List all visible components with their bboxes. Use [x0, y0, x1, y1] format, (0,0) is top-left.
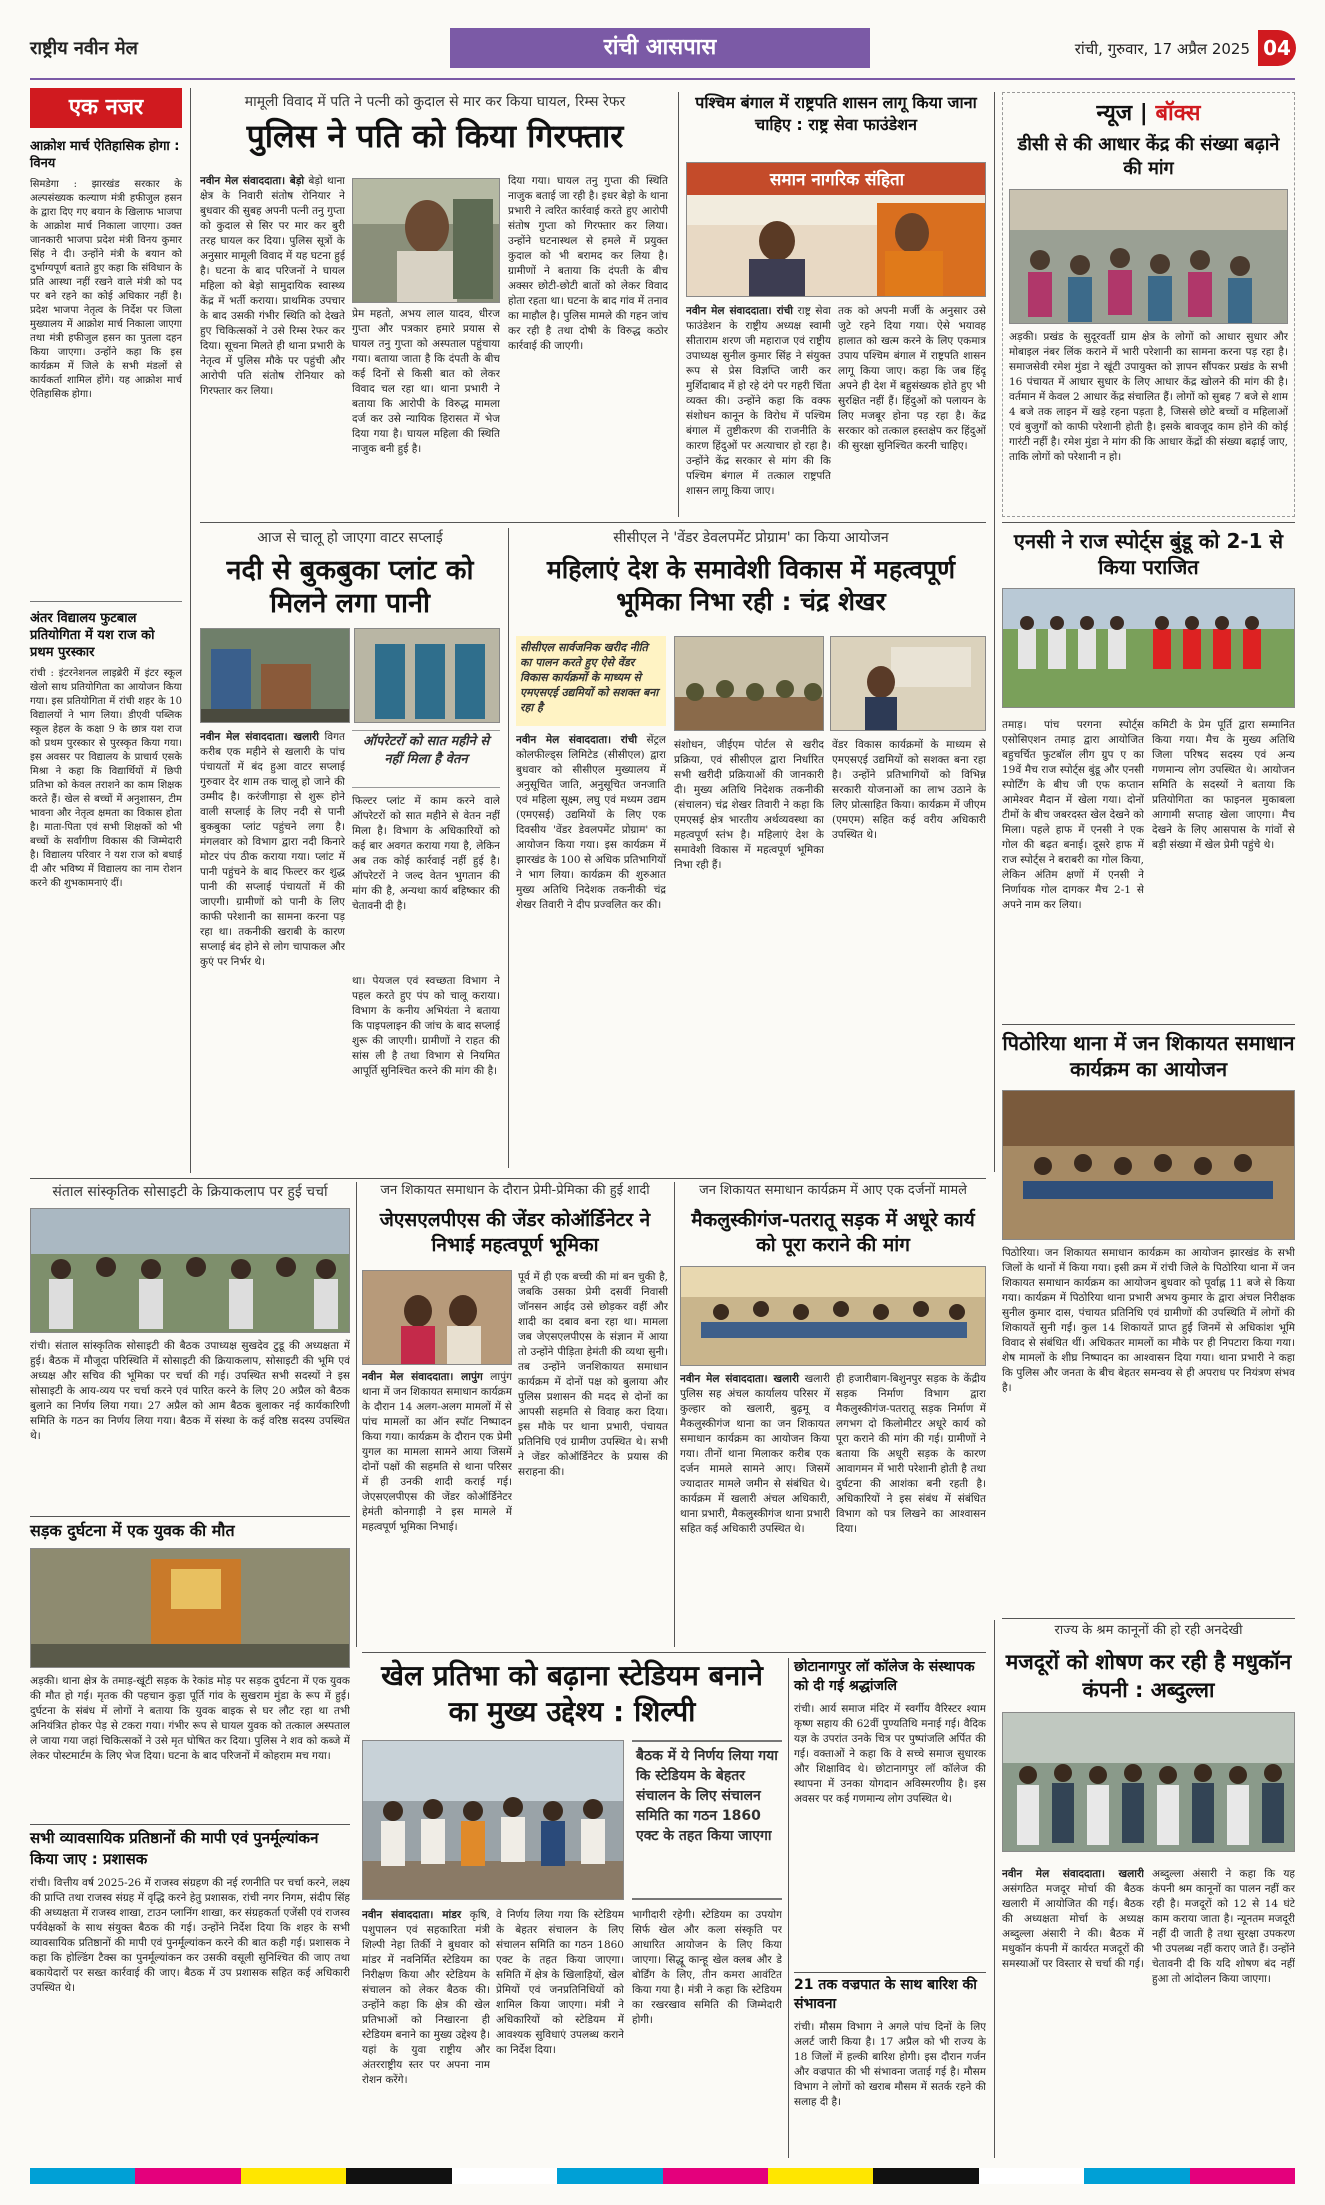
article-body-2: अब्दुल्ला अंसारी ने कहा कि यह कंपनी श्रम कानूनों का पालन नहीं कर रही है। मजदूरों को 12 से 14 घंटे काम कराया जाता है। न्यूनतम मजदूरी नहीं दी जाती है तथा सुरक्षा उपकरण भी उपलब्ध नहीं कराए जाते हैं। उन्होंने चेतावनी दी कि यदि शोषण बंद नहीं हुआ तो आंदोलन किया जाएगा।: [1152, 1868, 1295, 1985]
wedding-photo: [362, 1270, 512, 1365]
ek-nazar-item2-title: अंतर विद्यालय फुटबाल प्रतियोगिता में यश राज को प्रथम पुरस्कार: [30, 611, 155, 660]
ek-nazar-item1-body: सिमडेगा : झारखंड सरकार के अल्पसंख्यक कल्याण मंत्री हफीजुल हसन के द्वारा दिए गए बयान के खिलाफ भाजपा के आक्रोश मार्च निकाला जाएगा। उक्त जानकारी भाजपा प्रदेश मंत्री विनय कुमार सिंह ने दी। उन्होंने मंत्री के बयान को दुर्भाग्यपूर्ण बताते हुए कहा कि संविधान के प्रति आस्था नहीं रखने वाले मंत्री को पद पर बने रहने का कोई अधिकार नहीं है। प्रदेश भाजपा नेतृत्व के निर्देश पर जिला मुख्यालय में आक्रोश मार्च निकाला जाएगा तथा मंत्री हफीजुल हसन का पुतला दहन किया जाएगा। उन्होंने कहा कि इस कार्यक्रम में जिले के सभी मंडलों से कार्यकर्ता शामिल होंगे। यह आक्रोश मार्च ऐतिहासिक होगा।: [30, 179, 182, 400]
accident-photo: [30, 1548, 350, 1668]
article-revenue-survey: [30, 1828, 350, 2158]
article-west-bengal: [686, 92, 986, 517]
article-byline: नवीन मेल संवाददाता। रांची: [516, 734, 638, 746]
news-box: न्यूज | बॉक्स डीसी से की आधार केंद्र की संख्या बढ़ाने की मांग अड़की। प्रखंड के सुदूरवर्ती ग्राम क्षेत्र के लोगों को आधार सुधार और मोबाइल नंबर लिंक कराने में भारी परेशानी का सामना करना पड़ रहा है। समाजसेवी रमेश मुंडा ने खूंटी उपायुक्त को ज्ञापन सौंपकर प्रखंड के सभी 16 पंचायत में आधार सुधार के लिए आधार केंद्र खोलने की मांग की है। वर्तमान में केवल 2 आधार केंद्र संचालित हैं। लोगों को सुबह 7 बजे से शाम 4 बजे तक लाइन में खड़े रहना पड़ता है, जिससे छोटे बच्चों व महिलाओं एवं बुजुर्गों को काफी परेशानी होती है। इसके बावजूद काम होने की कोई गारंटी नहीं है। रमेश मुंडा ने मांग की कि आधार केंद्रों की संख्या बढ़ाई जाए, ताकि लोगों को परेशानी न हो।: [1002, 92, 1295, 517]
article-stadium: [362, 1658, 782, 2158]
article-body: अड़की। थाना क्षेत्र के तमाड़-खूंटी सड़क के रेकांड मोड़ पर सड़क दुर्घटना में एक युवक की मौत हो गई। मृतक की पहचान कुड़ा पूर्ति गांव के सुखराम मुंडा के रूप में हुई। दुर्घटना के संबंध में लोगों ने बताया कि युवक बाइक से घर लौट रहा था तभी अनियंत्रित होकर पेड़ से टकरा गया। गंभीर रूप से घायल युवक को तत्काल अस्पताल ले जाया गया जहां चिकित्सकों ने उसे मृत घोषित कर दिया। पुलिस ने शव को कब्जे में लेकर पोस्टमार्टम के लिए भेज दिया। घटना के बाद परिजनों में कोहराम मच गया।: [30, 1675, 350, 1762]
article-body-2: फिल्टर प्लांट में काम करने वाले ऑपरेटरों को सात महीने से वेतन नहीं मिला है। विभाग के अधिकारियों को कई बार अवगत कराया गया है, लेकिन अब तक कोई कार्रवाई नहीं हुई है। ऑपरेटरों ने जल्द वेतन भुगतान की मांग की है, अन्यथा कार्य बहिष्कार की चेतावनी दी है।: [352, 795, 500, 912]
stadium-visit-photo: [362, 1740, 624, 1900]
article-body: पिठोरिया। जन शिकायत समाधान कार्यक्रम का आयोजन झारखंड के सभी जिलों के थानों में किया गया। इसी क्रम में रांची जिले के पिठोरिया थाना में जन शिकायत समाधान कार्यक्रम का आयोजन बुधवार को पूर्वाह्न 11 बजे से किया गया। कार्यक्रम में पिठोरिया थाना प्रभारी अभय कुमार के द्वारा अंचल निरीक्षक सुनील कुमार दास, पंचायत प्रतिनिधि एवं ग्रामीणों की उपस्थिति में लोगों की शिकायतें सुनी गईं। कुल 14 शिकायतें प्राप्त हुईं जिनमें से अधिकांश भूमि विवाद से संबंधित थीं। अधिकतर मामलों का मौके पर ही निपटारा किया गया। शेष मामलों के शीघ्र निष्पादन का आश्वासन दिया गया। थाना प्रभारी ने कहा कि पुलिस और जनता के बीच बेहतर समन्वय से ही अपराध पर नियंत्रण संभव है।: [1002, 1247, 1295, 1394]
article-body-3: भागीदारी रहेगी। स्टेडियम का उपयोग सिर्फ खेल और कला संस्कृति पर आधारित आयोजन के लिए किया जाएगा। सिद्धू कान्हू खेल क्लब और डे बोर्डिंग के लिए, तीन कमरा आवंटित किया गया है। मंत्री ने कहा कि स्टेडियम का रखरखाव समिति की जिम्मेदारी होगी।: [632, 1909, 782, 2026]
article-headline: सभी व्यावसायिक प्रतिष्ठानों की मापी एवं पुनर्मूल्यांकन किया जाए : प्रशासक: [30, 1829, 319, 1868]
article-body: लापुंग थाना में जन शिकायत समाधान कार्यक्रम के दौरान 14 अलग-अलग मामलों में से पांच मामलों का ऑन स्पॉट निष्पादन किया गया। कार्यक्रम के दौरान एक प्रेमी युगल का मामला सामने आया जिसमें दोनों पक्षों की सहमति से थाना परिसर में ही उनकी शादी कराई गई। जेएसएलपीएस की जेंडर कोऑर्डिनेटर हेमंती कोनगाड़ी ने इस मामले में महत्वपूर्ण भूमिका निभाई।: [362, 1371, 512, 1533]
article-body-2: तक को अपनी मर्जी के अनुसार उसे जुटे रहने दिया गया। ऐसे भयावह हालात को खत्म करने के लिए एकमात्र उपाय पश्चिम बंगाल में राष्ट्रपति शासन लागू किया जाए। कहा कि जब हिंदू अपने ही देश में बहुसंख्यक होते हुए भी सुरक्षित नहीं हैं। हिंदुओं को पलायन के लिए मजबूर होना पड़ रहा है। केंद्र सरकार को तत्काल हस्तक्षेप कर हिंदुओं की सुरक्षा सुनिश्चित करनी चाहिए।: [838, 305, 986, 452]
article-headline: डीसी से की आधार केंद्र की संख्या बढ़ाने की मांग: [1017, 134, 1280, 179]
pithoria-meeting-photo: [1002, 1090, 1295, 1240]
article-football: [1002, 528, 1295, 1018]
article-jslps: [362, 1182, 668, 1647]
article-headline: 21 तक वज्रपात के साथ बारिश की संभावना: [794, 1977, 977, 2012]
article-headline: पश्चिम बंगाल में राष्ट्रपति शासन लागू किया जाना चाहिए : राष्ट्र सेवा फाउंडेशन: [695, 93, 977, 134]
article-body-3: दिया गया। घायल तनु गुप्ता की स्थिति नाजुक बताई जा रही है। इधर बेड़ो के थाना प्रभारी ने त्वरित कार्रवाई करते हुए आरोपी संतोष गुप्ता को गिरफ्तार कर लिया। उन्होंने घटनास्थल से हमले में प्रयुक्त कुदाल को भी बरामद कर लिया है। ग्रामीणों ने बताया कि दंपती के बीच अक्सर छोटी-छोटी बातों को लेकर विवाद होता रहता था। घटना के बाद गांव में तनाव का माहौल है। पुलिस मामले की गहन जांच कर रही है तथा दोषी के विरुद्ध कठोर कार्रवाई की जाएगी।: [508, 175, 668, 352]
box-label: बॉक्स: [1155, 101, 1201, 126]
pull-quote: बैठक में ये निर्णय लिया गया कि स्टेडियम के बेहतर संचालन के लिए संचालन समिति का गठन 1860 एक्ट के तहत किया जाएगा: [632, 1740, 782, 1900]
masthead: राष्ट्रीय नवीन मेल: [30, 38, 138, 59]
article-weather: [794, 1976, 986, 2158]
article-mccluskieganj-road: [680, 1182, 986, 1647]
article-water-plant: [200, 528, 500, 1168]
article-body-2: कमिटी के प्रेम पूर्ति द्वारा सम्मानित किया गया। मैच के मुख्य अतिथि जिला परिषद सदस्य एवं अन्य गणमान्य लोग उपस्थित थे। आयोजन समिति के सदस्यों ने बताया कि प्रतियोगिता का फाइनल मुकाबला आगामी सप्ताह खेला जाएगा। मैच देखने के लिए आसपास के गांवों से बड़ी संख्या में खेल प्रेमी पहुंचे थे।: [1152, 719, 1295, 851]
article-body: तमाड़। पांच परगना स्पोर्ट्स एसोसिएशन तमाड़ द्वारा आयोजित बहुचर्चित फुटबॉल लीग ग्रुप ए का 19वें मैच राज स्पोर्ट्स बुंडू और एनसी स्पोर्टिंग के बीच जी एफ कप्तान आमेश्वर मैदान में खेला गया। दोनों टीमों के बीच जबरदस्त खेल देखने को मिला। पहले हाफ में एनसी ने एक गोल की बढ़त बनाई। दूसरे हाफ में राज स्पोर्ट्स ने बराबरी का गोल किया, लेकिन अंतिम क्षणों में एनसी ने निर्णायक गोल दागकर मैच 2-1 से अपने नाम कर लिया।: [1002, 719, 1144, 911]
article-road-accident: [30, 1520, 350, 1820]
article-kicker: सीसीएल ने 'वेंडर डेवलपमेंट प्रोग्राम' का किया आयोजन: [613, 530, 889, 546]
article-madhucon: [1002, 1622, 1295, 2158]
article-body-2: पूर्व में ही एक बच्ची की मां बन चुकी है, जबकि उसका प्रेमी दसवीं निवासी जॉनसन आईद उसे छोड़कर वहीं और शादी का दबाव बना रहा था। मामला जब जेएसएलपीएस के संज्ञान में आया तो उन्होंने पीड़िता हेमंती की व्यथा सुनी। तब उन्होंने जनशिकायत समाधान कार्यक्रम में दोनों पक्ष को बुलाया और पुलिस प्रशासन की मदद से दोनों का आपसी सहमति से विवाह करा दिया। इस मौके पर थाना प्रभारी, पंचायत प्रतिनिधि एवं ग्रामीण उपस्थित थे। सभी ने जेंडर कोऑर्डिनेटर के प्रयास की सराहना की।: [518, 1271, 668, 1478]
article-headline: पुलिस ने पति को किया गिरफ्तार: [246, 117, 624, 155]
article-byline: नवीन मेल संवाददाता। बेड़ो: [200, 175, 305, 187]
section-title: रांची आसपास: [450, 28, 870, 68]
article-headline: मजदूरों को शोषण कर रही है मधुकॉन कंपनी : अब्दुल्ला: [1005, 1650, 1292, 1702]
ccl-event-photo-2: [830, 636, 986, 731]
print-color-bar: [30, 2168, 1295, 2184]
page-header: [30, 28, 1295, 72]
news-label: न्यूज: [1096, 101, 1133, 126]
aadhaar-queue-photo: [1009, 189, 1288, 324]
article-headline: जेएसएलपीएस की जेंडर कोऑर्डिनेटर ने निभाई महत्वपूर्ण भूमिका: [379, 1209, 651, 1256]
article-byline: नवीन संवाददाता। मांडर: [362, 1909, 462, 1921]
article-body: रांची। आर्य समाज मंदिर में स्वर्गीय वैरिस्टर श्याम कृष्ण सहाय की 62वीं पुण्यतिथि मनाई गई। वैदिक यज्ञ के उपरांत उनके चित्र पर पुष्पांजलि अर्पित की गई। वक्ताओं ने कहा कि वे सच्चे समाज सुधारक और शिक्षाविद थे। छोटानागपुर लॉ कॉलेज की स्थापना में उनका योगदान अविस्मरणीय है। इस अवसर पर कई गणमान्य लोग उपस्थित थे।: [794, 1703, 986, 1805]
article-body-2: वे निर्णय लिया गया कि स्टेडियम के बेहतर संचालन के लिए संचालन समिति का गठन 1860 एक्ट के तहत किया जाएगा। समिति में क्षेत्र के खिलाड़ियों, खेल प्रेमियों एवं जनप्रतिनिधियों को शामिल किया जाएगा। मंत्री ने अधिकारियों को स्टेडियम में आवश्यक सुविधाएं उपलब्ध कराने का निर्देश दिया।: [496, 1909, 624, 2056]
ek-nazar-label: एक नजर: [30, 88, 182, 128]
article-body: बेड़ो थाना क्षेत्र के निवारी संतोष रोनियार ने बुधवार की सुबह अपनी पत्नी तनु गुप्ता को कुदाल से सिर पर मार कर बुरी तरह घायल कर दिया। पुलिस सूत्रों के अनुसार मामूली विवाद में यह घटना हुई है। घटना के बाद परिजनों ने घायल महिला को बेड़ो सामुदायिक स्वास्थ्य केंद्र में भर्ती कराया। प्राथमिक उपचार के बाद उसकी गंभीर स्थिति को देखते हुए चिकित्सकों ने उसे रिम्स रेफर कर दिया। सूचना मिलते ही थाना प्रभारी के नेतृत्व में पुलिस मौके पर पहुंची और आरोपी पति संतोष रोनियार को गिरफ्तार कर लिया।: [200, 175, 345, 397]
ccl-event-photo-1: [674, 636, 824, 731]
ek-nazar-item2-body: रांची : इंटरनेशनल लाइब्रेरी में इंटर स्कूल खेलो साथ प्रतियोगिता का आयोजन किया गया। इस प्रतियोगिता में रांची शहर के 10 विद्यालयों ने भाग लिया। डीएवी पब्लिक स्कूल हेहल के कक्षा 9 के छात्र यश राज को प्रथम पुरस्कार से पुरस्कृत किया गया। इस अवसर पर विद्यालय के प्राचार्य एसके मिश्रा ने कहा कि विद्यार्थियों में छिपी प्रतिभा को केवल तराशने का काम शिक्षक करते हैं। खेल से बच्चों में अनुशासन, टीम भावना और नेतृत्व क्षमता का विकास होता है। माता-पिता एवं सभी शिक्षकों को भी बच्चों के सर्वांगीण विकास की जिम्मेदारी है। विद्यालय परिवार ने यश राज को बधाई दी और भविष्य में विद्यालय का नाम रोशन करने की शुभकामनाएं दीं।: [30, 668, 182, 889]
article-byline: नवीन मेल संवाददाता। रांची: [686, 305, 793, 317]
ek-nazar-item1-title: आक्रोश मार्च ऐतिहासिक होगा : विनय: [30, 139, 180, 171]
arrested-man-photo: [352, 178, 500, 303]
article-kicker: राज्य के श्रम कानूनों की हो रही अनदेखी: [1054, 1623, 1243, 1638]
article-body: असंगठित मजदूर मोर्चा की बैठक खलारी में आयोजित की गई। बैठक की अध्यक्षता मोर्चा के अध्यक्ष अब्दुल्ला अंसारी ने की। बैठक में मधुकॉन कंपनी में कार्यरत मजदूरों की समस्याओं पर विस्तार से चर्चा की गई।: [1002, 1883, 1144, 1970]
ek-nazar-column: [30, 88, 182, 1173]
article-husband-arrest: [200, 92, 670, 517]
article-body: सेंट्रल कोलफील्ड्स लिमिटेड (सीसीएल) द्वारा बुधवार को सीसीएल मुख्यालय में अनुसूचित जाति, अनुसूचित जनजाति एवं महिला सूक्ष्म, लघु एवं मध्यम उद्यम (एमएसई) उद्यमियों के लिए एक दिवसीय 'वेंडर डेवलपमेंट प्रोग्राम' का आयोजन किया गया। इस कार्यक्रम में झारखंड के 100 से अधिक प्रतिभागियों ने भाग लिया। कार्यक्रम की शुरुआत मुख्य अतिथि निदेशक तकनीकी चंद्र शेखर तिवारी ने दीप प्रज्वलित कर की।: [516, 734, 666, 911]
article-byline: नवीन मेल संवाददाता। खलारी: [1002, 1868, 1144, 1880]
article-body: अड़की। प्रखंड के सुदूरवर्ती ग्राम क्षेत्र के लोगों को आधार सुधार और मोबाइल नंबर लिंक कराने में भारी परेशानी का सामना करना पड़ रहा है। समाजसेवी रमेश मुंडा ने खूंटी उपायुक्त को ज्ञापन सौंपकर प्रखंड के सभी 16 पंचायत में आधार सुधार के लिए आधार केंद्र खोलने की मांग की है। वर्तमान में केवल 2 आधार केंद्र संचालित हैं। लोगों को सुबह 7 बजे से शाम 4 बजे तक लाइन में खड़े रहना पड़ता है, जिससे छोटे बच्चों व महिलाओं एवं बुजुर्गों को काफी परेशानी होती है। इसके बावजूद काम होने की कोई गारंटी नहीं है। रमेश मुंडा ने मांग की कि आधार केंद्रों की संख्या बढ़ाई जाए, ताकि लोगों को परेशानी न हो।: [1009, 331, 1288, 463]
article-law-college: [794, 1658, 986, 1968]
article-body: कृषि, पशुपालन एवं सहकारिता मंत्री शिल्पी नेहा तिर्की ने बुधवार को मांडर में नवनिर्मित स्टेडियम का निरीक्षण किया और स्टेडियम के संचालन को लेकर बैठक की। उन्होंने कहा कि क्षेत्र की खेल प्रतिभाओं को निखारना ही स्टेडियम बनाने का मुख्य उद्देश्य है। यहां के युवा राष्ट्रीय और अंतरराष्ट्रीय स्तर पर अपना नाम रोशन करेंगे।: [362, 1909, 490, 2086]
article-body: खलारी पुलिस सह अंचल कार्यालय परिसर में कुल्हार को खलारी, बुढ़मू व मैकलुस्कीगंज थाना का जन शिकायत समाधान कार्यक्रम का आयोजन किया गया। तीनों थाना मिलाकर करीब एक दर्जन मामले सामने आए। जिसमें ज्यादातर मामले जमीन से संबंधित थे। कार्यक्रम में खलारी अंचल अधिकारी, थाना प्रभारी, मैकलुस्कीगंज थाना प्रभारी सहित कई अधिकारी उपस्थित थे।: [680, 1373, 830, 1535]
public-hearing-photo: [680, 1266, 986, 1366]
article-body: रांची। संताल सांस्कृतिक सोसाइटी की बैठक उपाध्यक्ष सुखदेव टुडू की अध्यक्षता में हुई। बैठक में मौजूदा परिस्थिति में सोसाइटी की क्रियाकलाप, सोसाइटी की भूमि एवं अध्यक्ष और सचिव की भूमिका पर चर्चा की गई। उपस्थित सभी सदस्यों ने इस सोसाइटी के आय-व्यय पर चर्चा करने एवं पारित करने के लिए 20 अप्रैल को बैठक बुलाने का निर्णय लिया गया। 27 अप्रैल को आम बैठक बुलाकर नई कार्यकारिणी समिति के गठन का निर्णय लिया गया। बैठक में संस्था के कई वरिष्ठ सदस्य उपस्थित थे।: [30, 1340, 350, 1442]
article-headline: खेल प्रतिभा को बढ़ाना स्टेडियम बनाने का मुख्य उद्देश्य : शिल्पी: [381, 1659, 763, 1728]
article-santhal-society: [30, 1182, 350, 1512]
article-pithoria: [1002, 1030, 1295, 1615]
article-kicker: मामूली विवाद में पति ने पत्नी को कुदाल से मार कर किया घायल, रिम्स रेफर: [244, 94, 626, 110]
page-number: 04: [1258, 30, 1296, 66]
article-byline: नवीन मेल संवाददाता। खलारी: [200, 731, 319, 743]
article-headline: नदी से बुकबुका प्लांट को मिलने लगा पानी: [226, 555, 474, 619]
article-headline: छोटानागपुर लॉ कॉलेज के संस्थापक को दी गई श्रद्धांजलि: [794, 1659, 975, 1694]
article-body: रांची। वित्तीय वर्ष 2025-26 में राजस्व संग्रहण की नई रणनीति पर चर्चा करने, लक्ष्य की प्राप्ति तथा राजस्व संग्रह में वृद्धि करने हेतु प्रशासक, रांची नगर निगम, संदीप सिंह की अध्यक्षता में राजस्व शाखा, टाउन प्लानिंग शाखा, कर संग्रहकर्ता एजेंसी एवं राजस्व पर्यवेक्षकों के साथ संयुक्त बैठक की गई। उन्होंने निर्देश दिया कि शहर के सभी व्यावसायिक प्रतिष्ठानों की मापी एवं पुनर्मूल्यांकन करने की बात कही गई। प्रशासक ने कहा कि होल्डिंग टैक्स का पुनर्मूल्यांकन कर उसकी वसूली सुनिश्चित की जाए तथा बकायेदारों पर सख्त कार्रवाई की जाए। बैठक में उप प्रशासक सहित कई अधिकारी उपस्थित थे।: [30, 1877, 350, 1994]
article-kicker: आज से चालू हो जाएगा वाटर सप्लाई: [257, 530, 443, 546]
article-headline: महिलाएं देश के समावेशी विकास में महत्वपूर्ण भूमिका निभा रही : चंद्र शेखर: [546, 555, 956, 616]
article-kicker: संताल सांस्कृतिक सोसाइटी के क्रियाकलाप पर हुई चर्चा: [52, 1184, 328, 1200]
santhal-meeting-photo: [30, 1208, 350, 1333]
article-headline: एनसी ने राज स्पोर्ट्स बुंडू को 2-1 से किया पराजित: [1013, 529, 1284, 579]
football-team-photo: [1002, 588, 1295, 708]
article-body: राष्ट्र सेवा फाउंडेशन के राष्ट्रीय अध्यक्ष स्वामी सीताराम शरण जी महाराज एवं राष्ट्रीय उपाध्यक्ष सुनील कुमार सिंह ने संयुक्त रूप से प्रेस विज्ञप्ति जारी कर मुर्शिदाबाद में हो रहे दंगे पर गहरी चिंता व्यक्त की। उन्होंने कहा कि वक्फ संशोधन कानून के विरोध में पश्चिम बंगाल में तुष्टीकरण की राजनीति के कारण हिंदुओं पर अत्याचार हो रहा है। उन्होंने केंद्र सरकार से मांग की कि पश्चिम बंगाल में तत्काल राष्ट्रपति शासन लागू किया जाए।: [686, 305, 831, 497]
workers-meeting-photo: [1002, 1712, 1295, 1852]
water-plant-photo-2: [354, 628, 500, 723]
water-plant-photo-1: [200, 628, 350, 723]
article-byline: नवीन मेल संवाददाता। लापुंग: [362, 1371, 483, 1383]
article-headline: पिठोरिया थाना में जन शिकायत समाधान कार्यक्रम का आयोजन: [1002, 1031, 1295, 1081]
article-headline: सड़क दुर्घटना में एक युवक की मौत: [30, 1521, 235, 1540]
article-byline: नवीन मेल संवाददाता। खलारी: [680, 1373, 799, 1385]
article-headline: मैकलुस्कीगंज-पतरातू सड़क में अधूरे कार्य को पूरा कराने की मांग: [691, 1209, 975, 1256]
banner-text: समान नागरिक संहिता: [769, 170, 905, 190]
article-kicker: जन शिकायत समाधान के दौरान प्रेमी-प्रेमिका की हुई शादी: [380, 1183, 650, 1198]
article-body-2: संशोधन, जीईएम पोर्टल से खरीद प्रक्रिया, एवं सीसीएल द्वारा निर्धारित सभी खरीदी प्रक्रियाओं की जानकारी दी। मुख्य अतिथि निदेशक तकनीकी (संचालन) चंद्र शेखर तिवारी ने कहा कि एमएसई क्षेत्र भारतीय अर्थव्यवस्था का महत्वपूर्ण स्तंभ है। महिलाएं देश के समावेशी विकास में महत्वपूर्ण भूमिका निभा रही हैं।: [674, 739, 824, 871]
article-body-3: था। पेयजल एवं स्वच्छता विभाग ने पहल करते हुए पंप को चालू कराया। विभाग के कनीय अभियंता ने बताया कि पाइपलाइन की जांच के बाद सप्लाई शुरू की जाएगी। ग्रामीणों ने राहत की सांस ली है तथा विभाग से नियमित आपूर्ति सुनिश्चित करने की मांग की है।: [352, 975, 500, 1077]
article-body-2: प्रेम महतो, अभय लाल यादव, धीरज गुप्ता और पत्रकार हमारे प्रयास से घायल तनु गुप्ता को अस्पताल पहुंचाया गया। बताया जाता है कि दंपती के बीच कई दिनों से किसी बात को लेकर विवाद चल रहा था। थाना प्रभारी ने बताया कि आरोपी के विरुद्ध मामला दर्ज कर उसे न्यायिक हिरासत में भेज दिया गया है। घायल महिला की स्थिति नाजुक बनी हुई है।: [352, 308, 500, 455]
article-ccl-women: [516, 528, 986, 1168]
article-body: रांची। मौसम विभाग ने अगले पांच दिनों के लिए अलर्ट जारी किया है। 17 अप्रैल को भी राज्य के 18 जिलों में हल्की बारिश होगी। इस दौरान गर्जन और वज्रपात की भी संभावना जताई गई है। मौसम विभाग ने लोगों को खराब मौसम में सतर्क रहने की सलाह दी है।: [794, 2021, 986, 2108]
article-body-2: ही हजारीबाग-बिशुनपुर सड़क के केंद्रीय सड़क निर्माण विभाग द्वारा मैकलुस्कीगंज-पतरातू सड़क निर्माण में लगभग दो किलोमीटर अधूरे कार्य को पूरा कराने की मांग की गई। ग्रामीणों ने बताया कि अधूरी सड़क के कारण आवागमन में भारी परेशानी होती है तथा दुर्घटना की आशंका बनी रहती है। अधिकारियों ने इस संबंध में संबंधित विभाग को पत्र लिखने का आश्वासन दिया।: [836, 1373, 986, 1535]
seminar-photo: [686, 162, 986, 297]
pull-quote: ऑपरेटरों को सात महीने से नहीं मिला है वेतन: [352, 730, 500, 788]
dateline: रांची, गुरुवार, 17 अप्रैल 2025: [1074, 40, 1250, 58]
article-body-3: वेंडर विकास कार्यक्रमों के माध्यम से एमएसएई उद्यमियों को सशक्त बना रहा है। उन्होंने प्रतिभागियों को विभिन्न सरकारी योजनाओं का लाभ उठाने के लिए प्रोत्साहित किया। कार्यक्रम में जीएम (एमएम) सहित कई वरीय अधिकारी उपस्थित थे।: [832, 739, 986, 841]
pull-quote: सीसीएल सार्वजनिक खरीद नीति का पालन करते हुए ऐसे वेंडर विकास कार्यक्रमों के माध्यम से एमएसएई उद्यमियों को सशक्त बना रहा है: [516, 636, 666, 726]
article-body: विगत करीब एक महीने से खलारी के पांच पंचायतों में बंद हुआ वाटर सप्लाई गुरुवार देर शाम तक चालू हो जाने की उम्मीद है। करंजीगाड़ा से शुरू होने वाली सप्लाई के लिए नदी से पानी बुकबुका प्लांट पहुंचने लगा है। मंगलवार को विभाग द्वारा नदी किनारे मोटर पंप ठीक कराया गया। प्लांट में पानी पहुंचने के बाद फिल्टर कर शुद्ध पानी की सप्लाई पंचायतों में की जाएगी। ग्रामीणों को पानी के लिए काफी परेशानी का सामना करना पड़ रहा था। तकनीकी खराबी के कारण सप्लाई बंद होने से लोग चापाकल और कुएं पर निर्भर थे।: [200, 731, 345, 968]
article-kicker: जन शिकायत समाधान कार्यक्रम में आए एक दर्जनों मामले: [699, 1183, 967, 1198]
